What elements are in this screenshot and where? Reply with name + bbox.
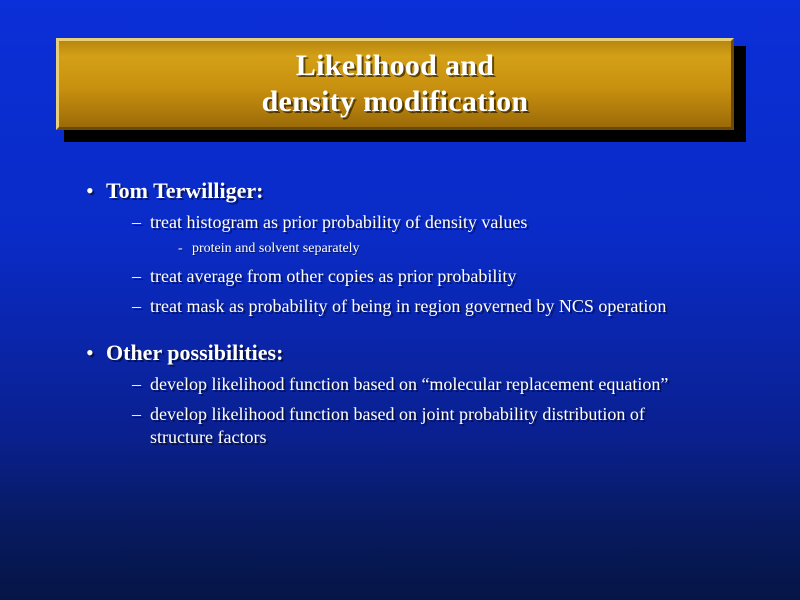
bullet-dot-icon: •: [86, 340, 94, 365]
group-spacer: [86, 318, 746, 330]
bullet-item-level3: [178, 240, 746, 258]
dash-icon: –: [132, 374, 141, 394]
bullet-dot-icon: •: [86, 178, 94, 203]
sub-dash-icon: -: [178, 241, 183, 256]
bullet-item-level1: [86, 178, 746, 204]
bullet-item-level2: [132, 295, 746, 318]
bullet-level2-text: treat histogram as prior probability of density values: [150, 212, 528, 232]
bullet-level2-text: treat average from other copies as prior probability: [150, 266, 517, 286]
bullet-level1-text: Tom Terwilliger:: [106, 178, 264, 203]
dash-icon: –: [132, 212, 141, 232]
bullet-level1-text: Other possibilities:: [106, 340, 284, 365]
title-line-2: density modification: [261, 85, 529, 118]
bullet-level3-text: protein and solvent separately: [192, 241, 360, 256]
bullet-item-level2: [132, 403, 746, 449]
title-line-1: Likelihood and: [295, 49, 495, 82]
slide-body: [86, 168, 746, 449]
bullet-item-level2: [132, 373, 746, 396]
dash-icon: –: [132, 404, 141, 424]
bullet-item-level2: [132, 265, 746, 288]
bullet-level2-text: develop likelihood function based on joint probability distribution of structure factors: [150, 404, 645, 447]
dash-icon: –: [132, 296, 141, 316]
slide-title-banner: [56, 38, 746, 140]
bullet-item-level1: [86, 340, 746, 366]
dash-icon: –: [132, 266, 141, 286]
bullet-item-level2: [132, 211, 746, 234]
title-box: [56, 38, 734, 130]
bullet-level2-text: develop likelihood function based on “molecular replacement equation”: [150, 374, 669, 394]
bullet-level2-text: treat mask as probability of being in region governed by NCS operation: [150, 296, 667, 316]
